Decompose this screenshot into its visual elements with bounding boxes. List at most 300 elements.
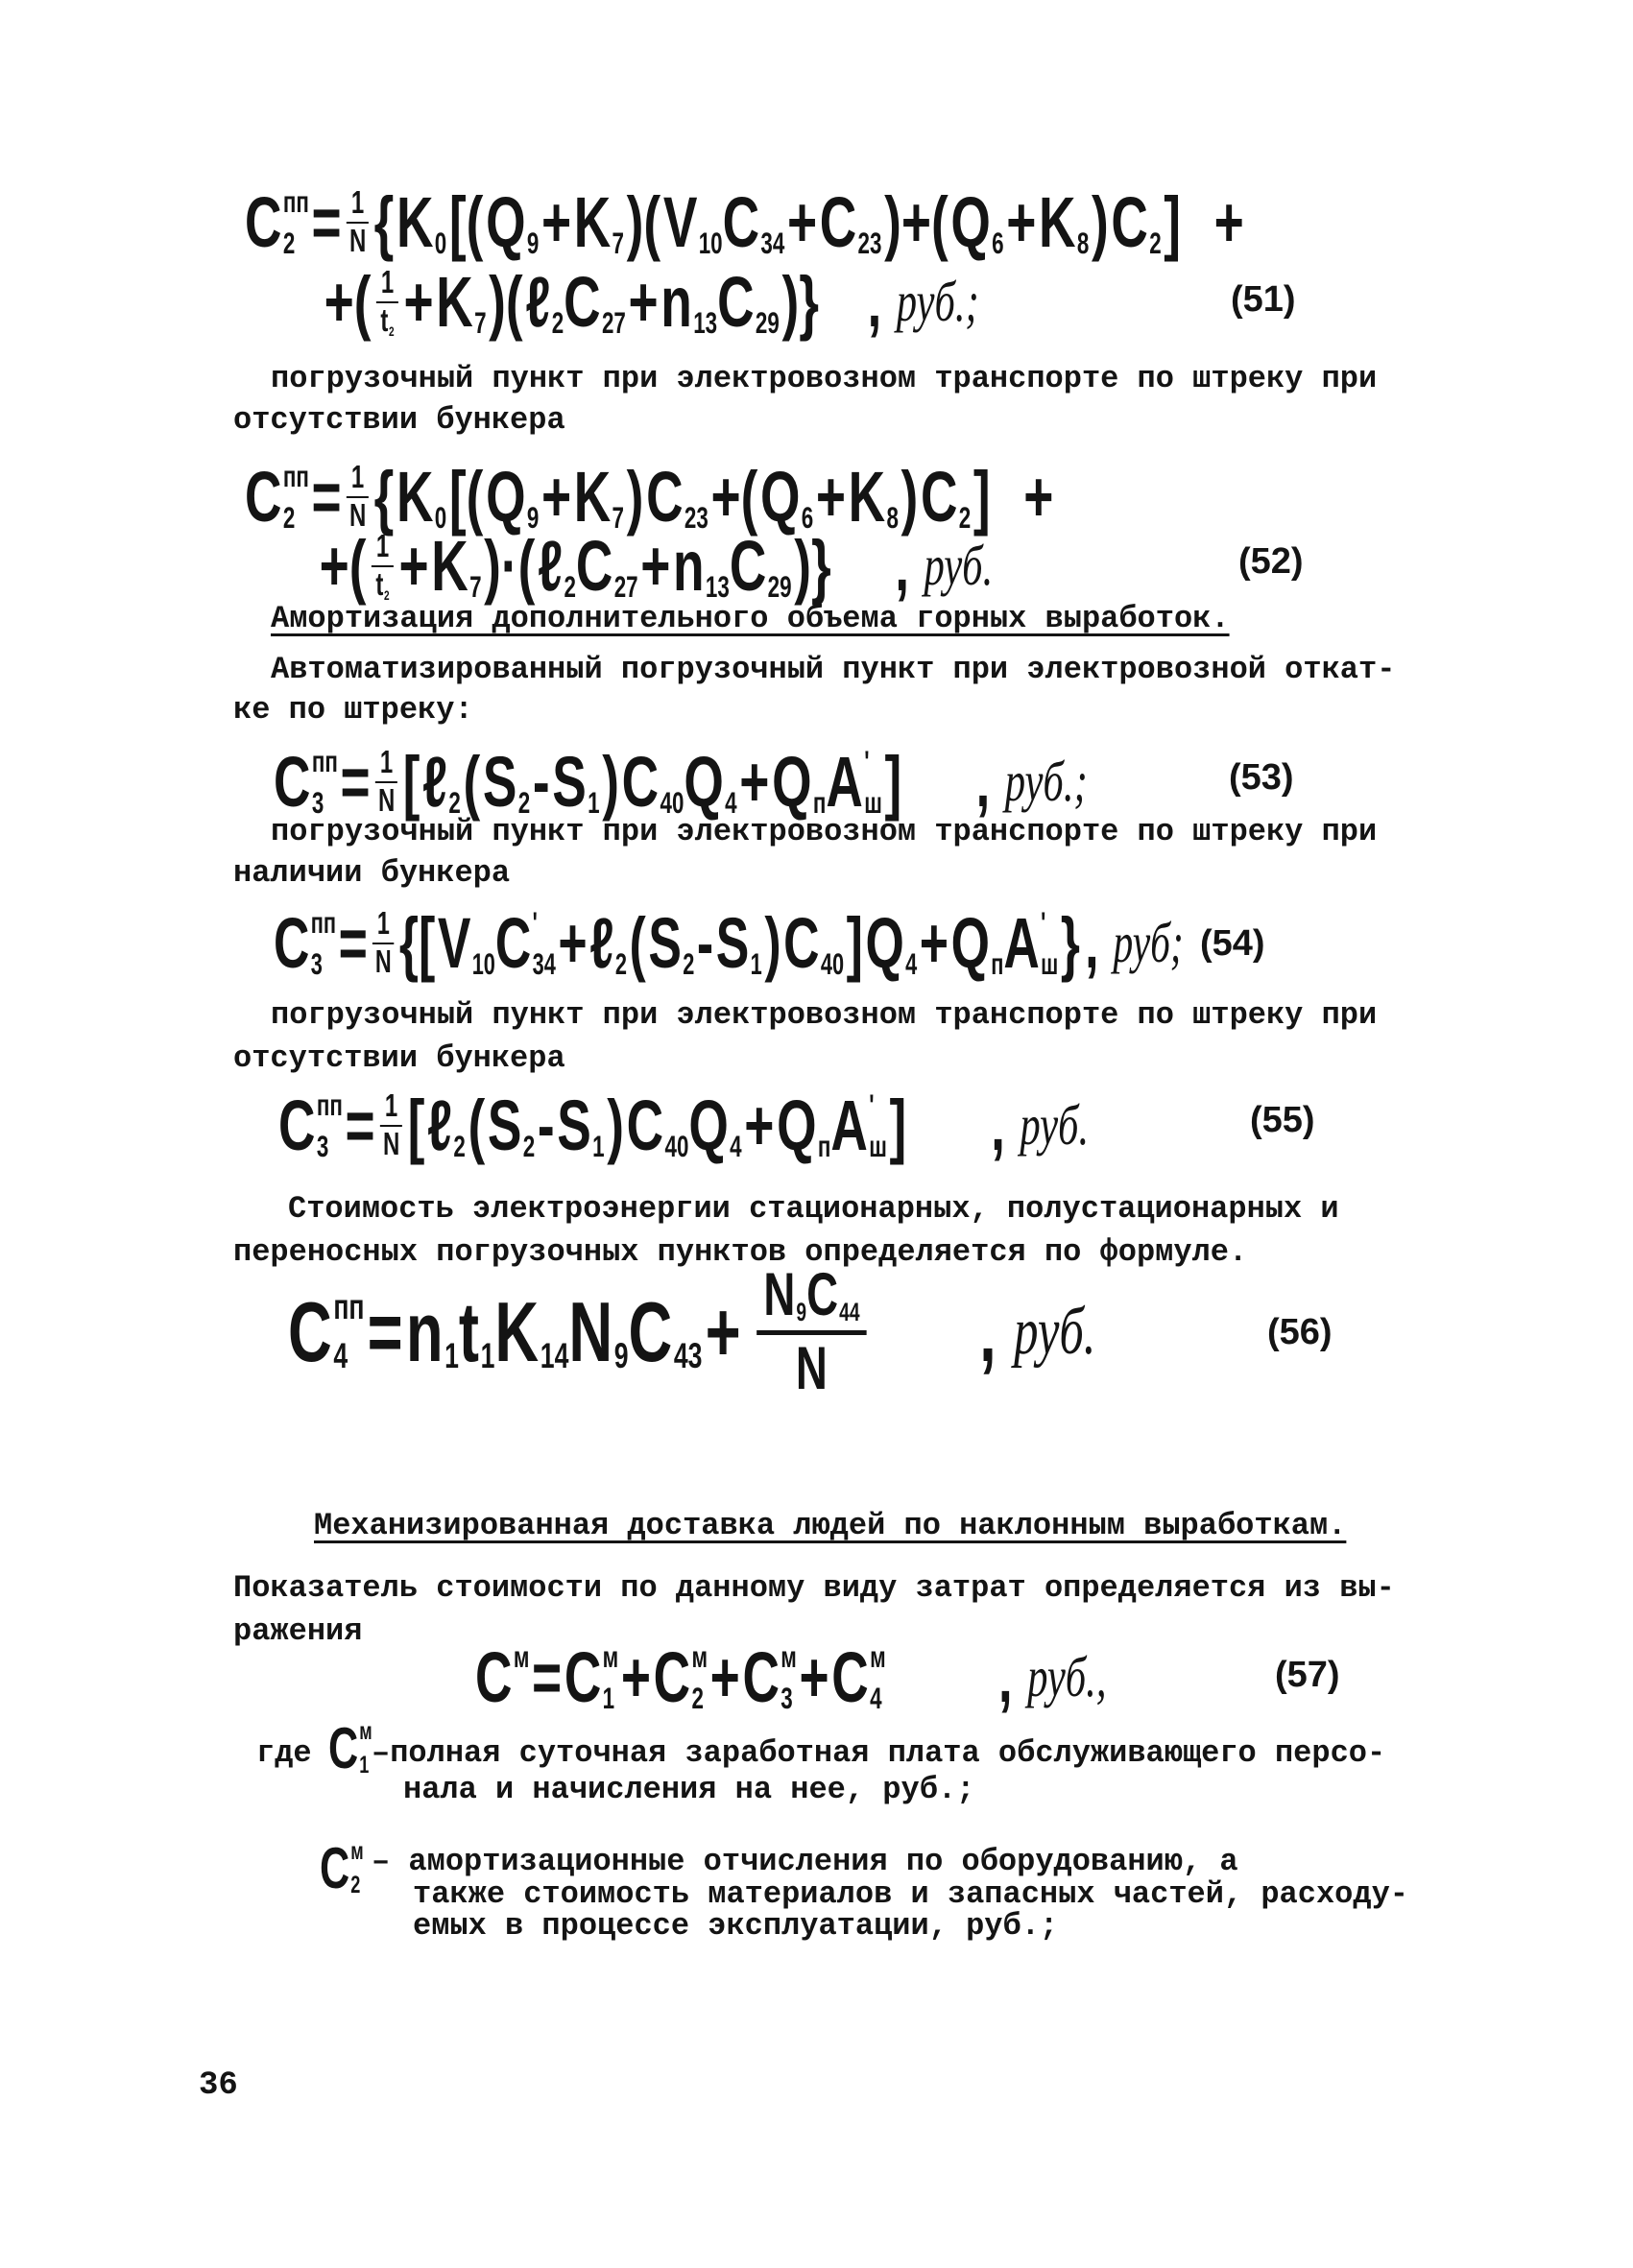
index-stack xyxy=(527,462,539,533)
subscript: 4 xyxy=(870,1681,882,1715)
formula-variable xyxy=(375,568,389,604)
formula-symbol: ] xyxy=(889,1086,907,1166)
variable-symbol: K xyxy=(573,457,612,537)
subscript: 14 xyxy=(540,1336,569,1375)
superscript xyxy=(693,267,717,297)
formula-variable xyxy=(628,1283,703,1379)
variable-symbol: Q xyxy=(759,457,801,537)
index-stack xyxy=(684,462,708,533)
superscript xyxy=(614,1290,629,1325)
paragraph-line: Показатель стоимости по данному виду затрат определяется из вы- xyxy=(233,1570,1395,1606)
definition-line: также стоимость материалов и запасных частей, расходу- xyxy=(413,1876,1408,1912)
variable-symbol: V xyxy=(437,903,471,984)
fraction-denominator xyxy=(382,1127,401,1162)
index-stack xyxy=(780,1642,797,1713)
fraction-numerator xyxy=(347,461,369,498)
subscript: 2 xyxy=(350,1871,361,1898)
superscript xyxy=(472,908,495,938)
formula-symbol: , xyxy=(979,1283,997,1379)
subscript: 3 xyxy=(310,946,323,981)
variable-symbol: S xyxy=(648,903,682,984)
subscript: 2 xyxy=(282,226,296,260)
formula-symbol: + xyxy=(1023,457,1054,537)
variable-symbol: C xyxy=(328,1716,359,1780)
formula-symbol: )} xyxy=(794,526,831,607)
subscript: 13 xyxy=(693,305,718,340)
index-stack xyxy=(333,1287,365,1375)
formula-symbol: )·( xyxy=(484,526,536,607)
variable-symbol: C xyxy=(628,1283,673,1379)
formula-variable xyxy=(723,183,785,261)
formula-51-line-1 xyxy=(245,184,1246,261)
formula-variable xyxy=(438,904,495,982)
index-stack xyxy=(523,1090,535,1161)
variable-symbol: C xyxy=(920,457,958,537)
superscript xyxy=(612,462,624,491)
superscript: м xyxy=(359,1718,372,1746)
index-stack xyxy=(691,1642,708,1713)
index-stack xyxy=(839,1265,859,1325)
index-stack xyxy=(870,1642,886,1713)
formula-symbol: + xyxy=(558,903,588,984)
subscript: 9 xyxy=(526,226,540,260)
subscript: 1 xyxy=(750,946,762,981)
formula-symbol: + xyxy=(744,1086,775,1166)
formula-variable xyxy=(495,904,556,982)
superscript xyxy=(615,908,627,938)
index-stack xyxy=(706,531,730,602)
subscript: ш xyxy=(864,785,882,820)
superscript xyxy=(660,747,684,776)
index-stack xyxy=(660,747,684,818)
subscript: 40 xyxy=(820,946,845,981)
subscript: 23 xyxy=(857,226,882,260)
superscript: пп xyxy=(316,1088,343,1123)
variable-symbol: ℓ xyxy=(525,262,551,343)
formula-symbol: , xyxy=(991,1086,1005,1166)
subscript: 44 xyxy=(839,1298,860,1327)
formula-variable xyxy=(427,1086,466,1164)
index-stack xyxy=(992,187,1003,258)
index-stack xyxy=(683,908,694,979)
index-stack xyxy=(435,187,446,258)
formula-variable xyxy=(684,743,736,821)
formula-variable xyxy=(557,1086,604,1164)
formula-variable xyxy=(921,458,971,536)
subscript: 10 xyxy=(471,946,495,981)
formula-variable xyxy=(783,904,844,982)
formula-symbol: , xyxy=(975,742,991,823)
formula-symbol: ( xyxy=(468,1086,486,1166)
formula-fraction xyxy=(376,266,398,340)
superscript: пп xyxy=(310,906,337,941)
index-stack xyxy=(821,908,844,979)
variable-symbol: K xyxy=(848,457,886,537)
index-stack xyxy=(435,462,446,533)
formula-variable xyxy=(866,904,918,982)
formula-symbol: , xyxy=(867,262,882,343)
variable-symbol: Q xyxy=(772,742,812,823)
superscript xyxy=(614,531,638,561)
definition-line: емых в процессе эксплуатации, руб.; xyxy=(413,1908,1059,1944)
subscript: 10 xyxy=(698,226,723,260)
variable-symbol: Q xyxy=(486,457,526,537)
index-stack xyxy=(796,1265,806,1325)
index-stack xyxy=(864,747,882,818)
superscript: м xyxy=(780,1640,797,1675)
formula-symbol: + xyxy=(799,1637,829,1718)
subscript: 2 xyxy=(1149,226,1162,260)
index-stack xyxy=(474,267,486,338)
paragraph-line: отсутствии бункера xyxy=(233,1040,565,1076)
formula-symbol: N xyxy=(348,497,367,534)
formula-variable xyxy=(396,458,446,536)
subscript: 1 xyxy=(444,1336,459,1375)
formula-symbol: N xyxy=(795,1334,828,1402)
index-stack xyxy=(802,462,813,533)
index-stack xyxy=(1041,908,1058,979)
formula-variable xyxy=(475,1638,529,1716)
subscript: 8 xyxy=(1076,226,1090,260)
where-symbol xyxy=(328,1717,372,1780)
formula-variable xyxy=(486,183,539,261)
subscript: ш xyxy=(869,1129,887,1163)
subscript: 27 xyxy=(613,569,638,604)
superscript xyxy=(683,908,694,938)
variable-symbol: C xyxy=(621,742,660,823)
formula-fraction xyxy=(347,461,369,535)
superscript xyxy=(699,187,723,217)
formula-variable xyxy=(589,904,627,982)
formula-symbol: ] xyxy=(1164,182,1182,263)
variable-symbol: C xyxy=(646,457,684,537)
subscript: ш xyxy=(1041,946,1059,981)
formula-variable xyxy=(278,1086,343,1164)
superscript xyxy=(991,908,1003,938)
formula-symbol: + xyxy=(403,262,434,343)
paragraph-line: наличии бункера xyxy=(233,855,511,891)
formula-variable xyxy=(422,743,461,821)
index-stack xyxy=(818,1090,831,1161)
superscript xyxy=(665,1090,689,1120)
index-stack xyxy=(1149,187,1161,258)
formula-symbol: + xyxy=(628,262,659,343)
index-stack xyxy=(612,187,624,258)
formula-symbol: { xyxy=(373,182,395,263)
index-stack xyxy=(602,267,626,338)
index-stack xyxy=(869,1090,887,1161)
variable-symbol: A xyxy=(826,742,863,823)
index-stack xyxy=(514,1642,530,1713)
where-symbol xyxy=(320,1837,364,1900)
index-stack xyxy=(283,462,309,533)
superscript: ' xyxy=(1041,906,1046,941)
variable-symbol: C xyxy=(783,903,820,984)
index-stack xyxy=(886,462,898,533)
subscript: 13 xyxy=(705,569,730,604)
variable-symbol: n xyxy=(673,526,705,607)
variable-symbol: t xyxy=(375,566,384,603)
superscript xyxy=(821,908,844,938)
superscript xyxy=(448,747,460,776)
formula-symbol: N xyxy=(348,223,367,259)
fraction-denominator xyxy=(380,303,394,339)
variable-symbol: ℓ xyxy=(421,742,448,823)
formula-variable xyxy=(574,183,624,261)
subscript: 0 xyxy=(434,500,447,535)
variable-symbol: Q xyxy=(688,1086,729,1166)
subscript: 2 xyxy=(564,569,576,604)
subscript: 9 xyxy=(796,1298,807,1327)
formula-symbol: 1 xyxy=(384,1087,398,1124)
index-stack xyxy=(768,531,792,602)
variable-symbol: t xyxy=(380,302,389,339)
formula-symbol: = xyxy=(311,182,342,263)
formula-52-line-1 xyxy=(245,459,1056,536)
index-stack xyxy=(603,1642,619,1713)
superscript xyxy=(435,462,446,491)
formula-fraction xyxy=(756,1262,866,1403)
formula-symbol: + xyxy=(815,457,846,537)
subscript: 4 xyxy=(725,785,737,820)
formula-variable xyxy=(525,263,564,341)
variable-symbol: K xyxy=(573,182,612,263)
formula-symbol: = xyxy=(367,1283,403,1379)
formula-variable xyxy=(777,1086,830,1164)
superscript xyxy=(768,531,792,561)
variable-symbol: Q xyxy=(777,1086,817,1166)
subscript: 9 xyxy=(526,500,540,535)
variable-symbol: C xyxy=(653,1637,691,1718)
paragraph-line: ке по штреку: xyxy=(233,692,473,728)
superscript xyxy=(453,1090,465,1120)
superscript xyxy=(959,462,971,491)
unit-label: руб. xyxy=(924,534,994,598)
equation-number: (53) xyxy=(1229,757,1294,798)
formula-symbol: + xyxy=(640,526,671,607)
paragraph-line: погрузочный пункт при электровозном транспорте по штреку при xyxy=(271,814,1378,849)
superscript xyxy=(905,908,917,938)
formula-variable xyxy=(328,1717,372,1780)
formula-variable xyxy=(730,527,792,605)
variable-symbol: V xyxy=(662,182,698,263)
formula-variable xyxy=(648,904,694,982)
formula-variable xyxy=(488,1086,535,1164)
variable-symbol: S xyxy=(487,1086,522,1166)
superscript xyxy=(540,1290,569,1325)
formula-symbol: } xyxy=(1060,903,1080,984)
formula-symbol: + xyxy=(705,1283,741,1379)
formula-symbol: , xyxy=(1085,903,1099,984)
paragraph-line: погрузочный пункт при электровозном транспорте по штреку при xyxy=(271,997,1378,1033)
definition-line: –полная суточная заработная плата обслуживающего персо- xyxy=(372,1735,1386,1771)
superscript: м xyxy=(513,1640,530,1675)
superscript xyxy=(796,1265,806,1291)
variable-symbol: t xyxy=(458,1283,480,1379)
fraction-denominator xyxy=(374,944,393,980)
formula-symbol: + xyxy=(739,742,770,823)
formula-symbol: + xyxy=(919,903,949,984)
index-stack xyxy=(813,747,827,818)
formula-symbol: = xyxy=(311,457,342,537)
formula-52-line-2 xyxy=(317,528,993,605)
subscript: 2 xyxy=(691,1681,704,1715)
formula-variable xyxy=(538,527,576,605)
fraction-denominator xyxy=(794,1335,829,1403)
formula-symbol: [ xyxy=(402,742,420,823)
subscript: 8 xyxy=(886,500,899,535)
variable-symbol: C xyxy=(564,1637,602,1718)
formula-variable xyxy=(405,1283,459,1379)
variable-symbol: N xyxy=(568,1283,613,1379)
index-stack xyxy=(312,747,338,818)
formula-variable xyxy=(830,1086,886,1164)
formula-symbol: ( xyxy=(629,903,646,984)
unit-label: руб; xyxy=(1113,911,1184,975)
formula-symbol: N xyxy=(377,782,396,819)
fraction-numerator xyxy=(347,186,369,224)
index-stack xyxy=(612,462,624,533)
index-stack xyxy=(991,908,1003,979)
formula-variable xyxy=(288,1283,365,1379)
formula-variable xyxy=(494,1283,569,1379)
formula-symbol: N xyxy=(374,943,392,980)
superscript xyxy=(481,1290,495,1325)
subscript: 34 xyxy=(532,946,556,981)
superscript xyxy=(435,187,446,217)
superscript xyxy=(1149,187,1161,217)
formula-symbol: = xyxy=(532,1637,563,1718)
formula-symbol: + xyxy=(786,182,818,263)
variable-symbol: K xyxy=(396,182,434,263)
formula-variable xyxy=(576,527,638,605)
index-stack xyxy=(389,305,395,337)
formula-symbol: + xyxy=(540,457,572,537)
variable-symbol: C xyxy=(819,182,857,263)
superscript xyxy=(818,1090,831,1120)
formula-symbol: 1 xyxy=(350,459,365,495)
index-stack xyxy=(469,531,481,602)
formula-variable xyxy=(826,743,881,821)
variable-symbol: C xyxy=(320,1836,350,1900)
formula-variable xyxy=(760,458,813,536)
superscript: м xyxy=(870,1640,886,1675)
formula-variable xyxy=(574,458,624,536)
formula-variable xyxy=(245,458,309,536)
formula-symbol: 1 xyxy=(380,264,395,300)
index-stack xyxy=(552,267,564,338)
superscript xyxy=(813,747,827,776)
formula-symbol: , xyxy=(895,526,910,607)
subscript: 4 xyxy=(905,946,918,981)
index-stack xyxy=(760,187,784,258)
formula-variable xyxy=(622,743,684,821)
paragraph-line: погрузочный пункт при электровозном транспорте по штреку при xyxy=(271,361,1378,396)
formula-fraction xyxy=(375,746,397,820)
subscript: 4 xyxy=(333,1336,348,1375)
formula-variable xyxy=(436,263,486,341)
formula-variable xyxy=(486,458,539,536)
formula-symbol: 1 xyxy=(375,528,390,564)
subscript: 1 xyxy=(480,1336,495,1375)
variable-symbol: Q xyxy=(684,742,724,823)
formula-symbol: + xyxy=(1006,182,1037,263)
subscript: 2 xyxy=(551,305,564,340)
superscript: пп xyxy=(333,1287,365,1327)
formula-symbol: +( xyxy=(710,457,758,537)
equation-number: (54) xyxy=(1200,923,1265,964)
fraction-numerator xyxy=(372,530,394,567)
subscript: 23 xyxy=(684,500,708,535)
subscript: п xyxy=(817,1129,831,1163)
subscript: 2 xyxy=(517,785,531,820)
page-number: 36 xyxy=(199,2067,238,2104)
superscript xyxy=(469,531,481,561)
formula-symbol: , xyxy=(997,1637,1013,1718)
formula-variable xyxy=(568,1283,629,1379)
variable-symbol: C xyxy=(575,526,613,607)
superscript xyxy=(706,531,730,561)
subscript: 1 xyxy=(359,1751,370,1779)
variable-symbol: K xyxy=(494,1283,540,1379)
variable-symbol: C xyxy=(742,1637,780,1718)
variable-symbol: A xyxy=(1003,903,1040,984)
superscript xyxy=(384,569,390,583)
formula-53 xyxy=(274,744,1088,821)
index-stack xyxy=(751,908,762,979)
subscript: 43 xyxy=(673,1336,703,1375)
index-stack xyxy=(588,747,599,818)
formula-56 xyxy=(288,1260,1096,1402)
formula-symbol: ) xyxy=(607,1086,625,1166)
formula-variable xyxy=(627,1086,689,1164)
index-stack xyxy=(730,1090,741,1161)
formula-variable xyxy=(742,1638,796,1716)
index-stack xyxy=(614,1290,629,1374)
where-label: где xyxy=(256,1735,312,1771)
formula-variable xyxy=(654,1638,708,1716)
superscript: ' xyxy=(532,906,538,941)
formula-variable xyxy=(245,183,309,261)
formula-symbol: ] xyxy=(846,903,863,984)
formula-symbol: )( xyxy=(626,182,661,263)
formula-variable xyxy=(1111,183,1161,261)
formula-symbol: ) xyxy=(764,903,781,984)
variable-symbol: Q xyxy=(486,182,526,263)
index-stack xyxy=(693,267,717,338)
formula-symbol: + xyxy=(398,526,429,607)
subscript: 4 xyxy=(730,1129,742,1163)
formula-variable xyxy=(552,743,599,821)
subscript: 3 xyxy=(316,1129,329,1163)
variable-symbol: A xyxy=(830,1086,868,1166)
superscript: пп xyxy=(311,745,338,779)
formula-variable xyxy=(458,1283,495,1379)
superscript xyxy=(592,1090,604,1120)
superscript xyxy=(474,267,486,297)
formula-symbol: ) xyxy=(1091,182,1109,263)
subscript: 2 xyxy=(522,1129,536,1163)
formula-symbol: + xyxy=(709,1637,740,1718)
superscript xyxy=(612,187,624,217)
superscript xyxy=(802,462,813,491)
variable-symbol: ℓ xyxy=(426,1086,453,1166)
variable-symbol: C xyxy=(245,457,282,537)
variable-symbol: C xyxy=(729,526,767,607)
section-heading: Амортизация дополнительного объема горных выработок. xyxy=(271,601,1230,636)
superscript xyxy=(839,1265,859,1291)
formula-fraction xyxy=(372,907,394,981)
